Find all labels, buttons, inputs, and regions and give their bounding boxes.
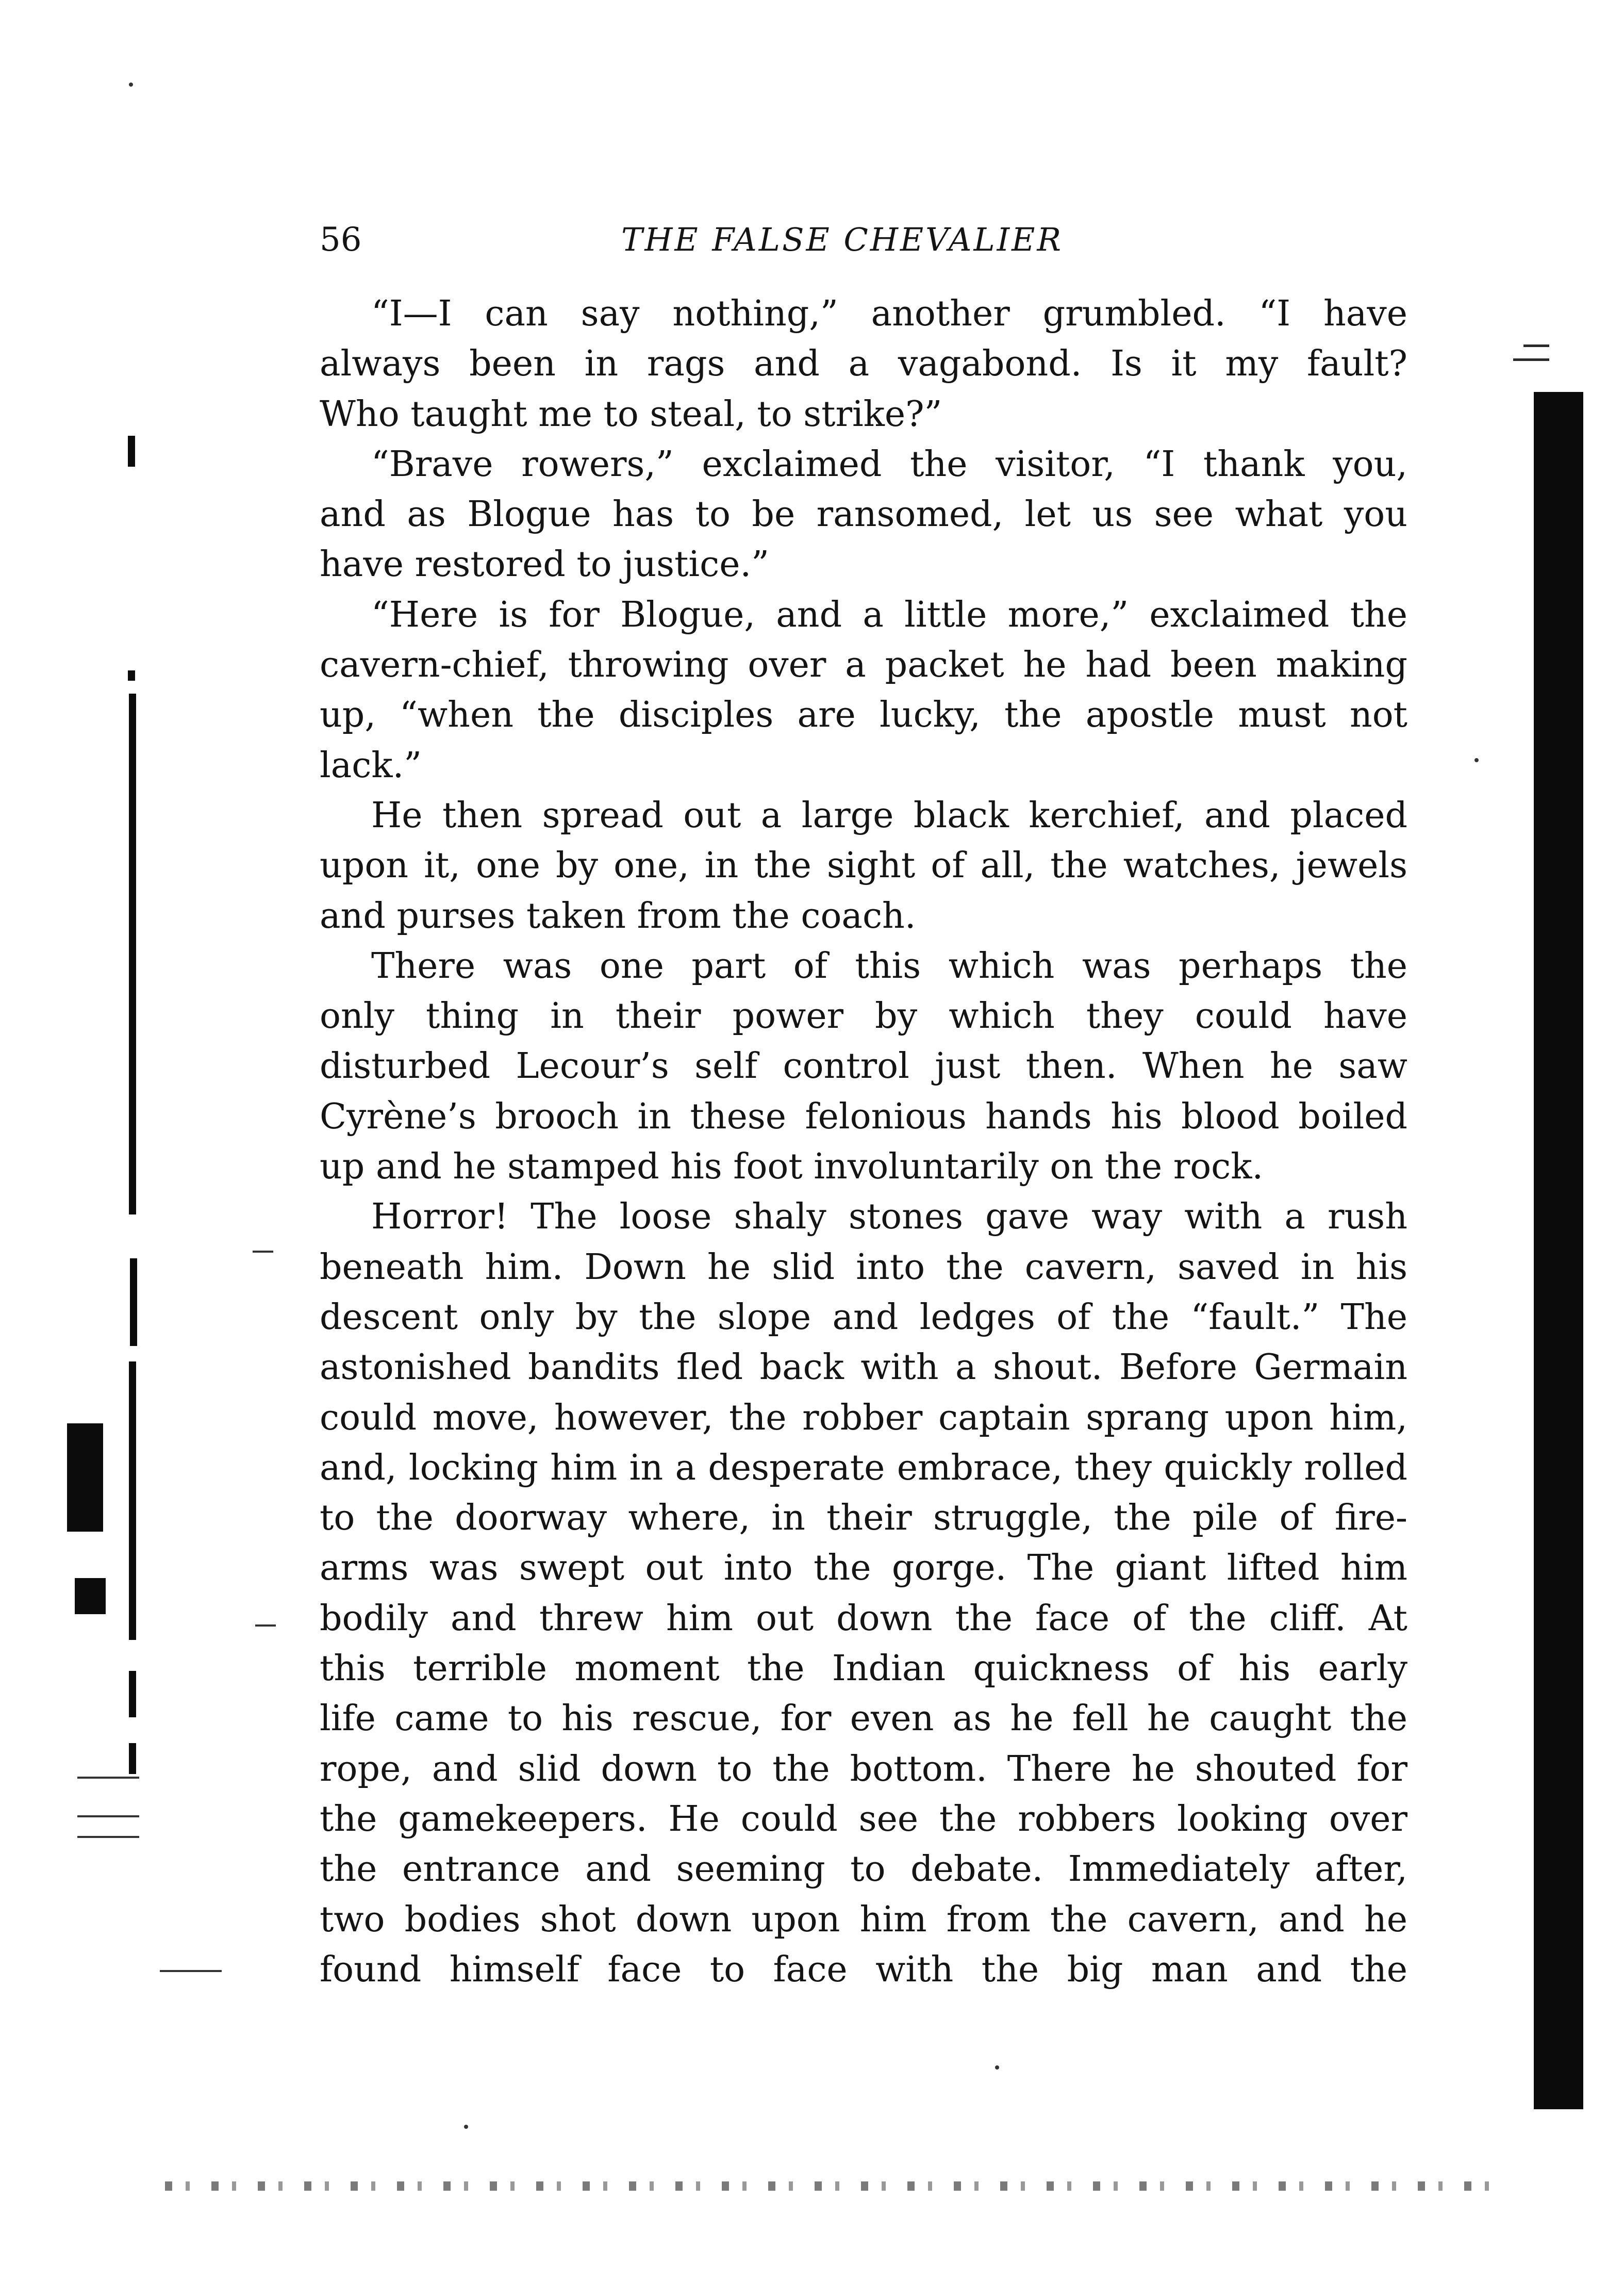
text-line: upon it, one by one, in the sight of all, the watches, jewels <box>320 845 1407 886</box>
text-line: the entrance and seeming to debate. Immediately after, <box>320 1849 1407 1890</box>
text-line: only thing in their power by which they could have <box>320 996 1407 1037</box>
text-line: Who taught me to steal, to strike?” <box>320 393 942 435</box>
text-line: astonished bandits fled back with a shout. Before Germain <box>320 1347 1407 1388</box>
scan-margin-mark <box>130 1258 137 1346</box>
scan-margin-line <box>160 1970 222 1972</box>
text-line: two bodies shot down upon him from the cavern, and he <box>320 1899 1407 1940</box>
text-line: could move, however, the robber captain sprang upon him, <box>320 1397 1407 1438</box>
scan-margin-line <box>77 1815 139 1817</box>
text-line: rope, and slid down to the bottom. There he shouted for <box>320 1748 1407 1790</box>
text-line: lack.” <box>320 745 422 786</box>
scan-margin-line <box>255 1624 276 1627</box>
scan-margin-mark <box>75 1578 106 1614</box>
body-text <box>320 289 1407 1995</box>
text-line: disturbed Lecour’s self control just then. When he saw <box>320 1046 1407 1087</box>
text-line: There was one part of this which was perhaps the <box>371 945 1407 987</box>
text-line: always been in rags and a vagabond. Is it my fault? <box>320 343 1407 385</box>
scan-margin-mark <box>129 1743 136 1774</box>
scan-speck <box>995 2065 999 2070</box>
text-line: up and he stamped his foot involuntarily on the rock. <box>320 1146 1264 1188</box>
text-line: up, “when the disciples are lucky, the apostle must not <box>320 695 1407 736</box>
scan-edge-shadow <box>1534 392 1583 2109</box>
text-line: cavern-chief, throwing over a packet he had been making <box>320 645 1407 686</box>
scan-margin-mark <box>67 1423 103 1532</box>
scan-margin-mark <box>129 1671 136 1717</box>
scan-edge-tick <box>1513 358 1549 361</box>
scan-bottom-edge <box>165 2181 1505 2191</box>
text-line: have restored to justice.” <box>320 544 769 585</box>
text-line: life came to his rescue, for even as he fell he caught the <box>320 1698 1407 1739</box>
scan-margin-mark <box>129 694 136 1214</box>
text-line: Cyrène’s brooch in these felonious hands his blood boiled <box>320 1096 1407 1137</box>
running-header <box>320 214 1175 266</box>
text-line: beneath him. Down he slid into the cavern, saved in his <box>320 1246 1407 1288</box>
text-line: bodily and threw him out down the face of the cliff. At <box>320 1598 1407 1639</box>
text-line: “Brave rowers,” exclaimed the visitor, “I thank you, <box>371 444 1407 485</box>
text-line: and, locking him in a desperate embrace, they quickly rolled <box>320 1447 1407 1488</box>
running-title: THE FALSE CHEVALIER <box>621 221 1064 258</box>
text-line: “I—I can say nothing,” another grumbled. “I have <box>371 293 1407 334</box>
text-line: found himself face to face with the big man and the <box>320 1949 1407 1990</box>
scan-margin-line <box>253 1251 273 1253</box>
text-line: arms was swept out into the gorge. The giant lifted him <box>320 1548 1407 1589</box>
text-line: this terrible moment the Indian quickness of his early <box>320 1648 1407 1689</box>
text-line: Horror! The loose shaly stones gave way with a rush <box>371 1196 1407 1238</box>
scan-speck <box>464 2125 468 2129</box>
scan-speck <box>129 83 133 87</box>
text-line: He then spread out a large black kerchief, and placed <box>371 795 1407 836</box>
text-line: and purses taken from the coach. <box>320 895 916 937</box>
scan-margin-line <box>77 1836 139 1838</box>
scan-margin-line <box>77 1777 139 1779</box>
text-line: to the doorway where, in their struggle, the pile of fire- <box>320 1498 1407 1539</box>
scan-margin-mark <box>129 1361 136 1640</box>
text-line: descent only by the slope and ledges of the “fault.” The <box>320 1296 1407 1338</box>
scan-margin-mark <box>128 436 135 467</box>
text-line: the gamekeepers. He could see the robbers looking over <box>320 1798 1407 1840</box>
text-line: “Here is for Blogue, and a little more,” exclaimed the <box>371 594 1407 635</box>
scan-margin-mark <box>128 670 135 681</box>
scan-edge-tick <box>1523 344 1549 347</box>
text-line: and as Blogue has to be ransomed, let us see what you <box>320 494 1407 535</box>
page-number: 56 <box>320 221 362 259</box>
scan-speck <box>1474 758 1479 762</box>
